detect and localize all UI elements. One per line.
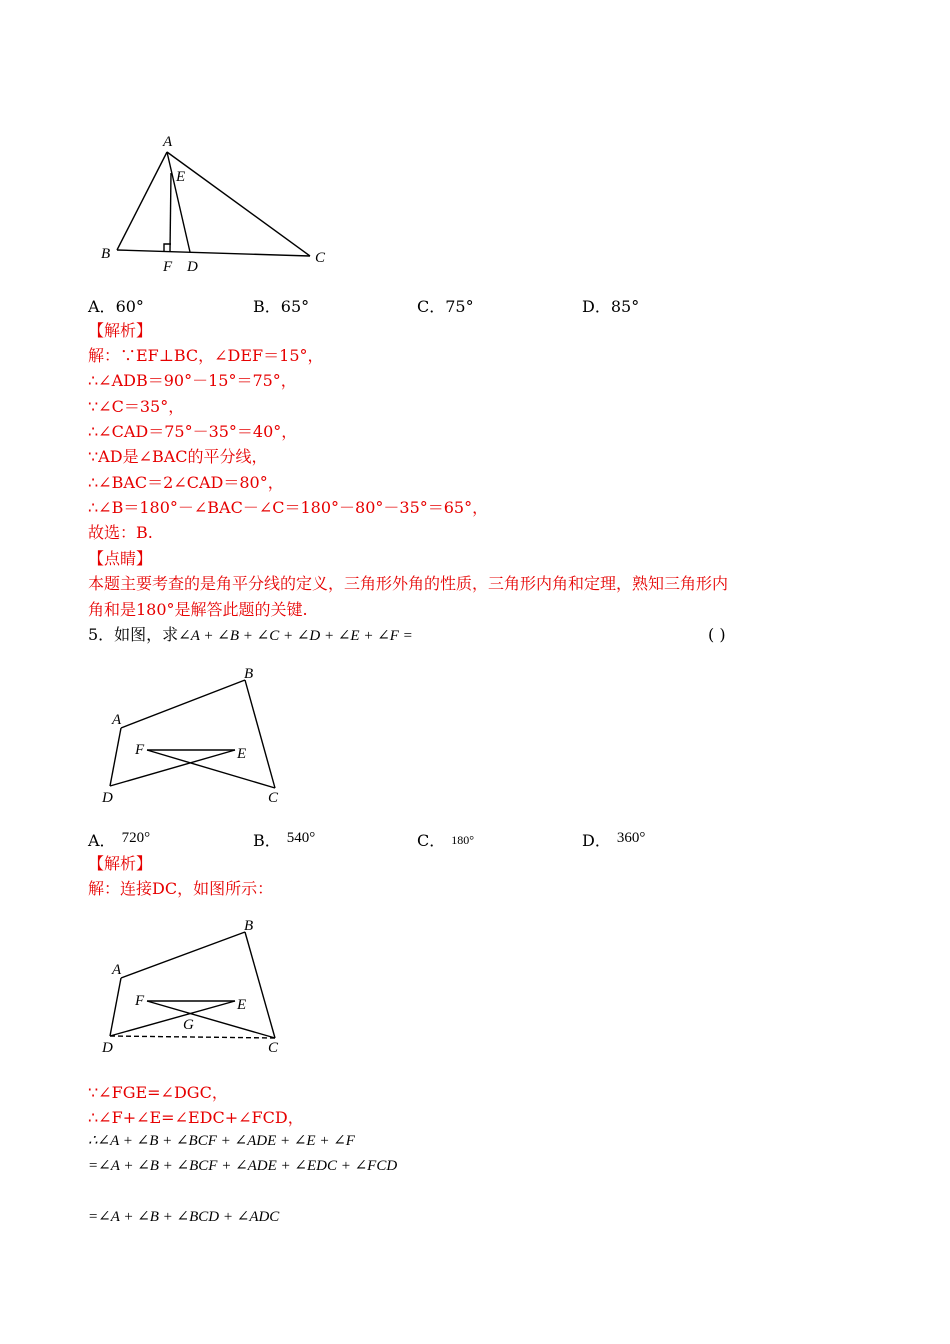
q4-triangle-figure (95, 128, 335, 278)
label-c: C (268, 1040, 279, 1056)
q4-solution-line-7: ∴∠B＝180°－∠BAC－∠C＝180°－80°－35°＝65°， (88, 498, 489, 517)
q5-figure-1 (95, 660, 295, 810)
q4-solution-line-4: ∴∠CAD＝75°－35°＝40°， (88, 422, 298, 441)
q5-intro: 解：连接DC，如图所示： (88, 879, 274, 898)
label-a: A (163, 134, 173, 150)
segment-ab (121, 680, 245, 728)
q4-analysis-header: 【解析】 (88, 321, 153, 340)
label-f: F (135, 742, 145, 758)
label-e: E (237, 997, 247, 1013)
q5-option-b[interactable]: B． 540° (253, 830, 316, 850)
q5-option-d[interactable]: D． 360° (582, 830, 646, 850)
label-c: C (315, 250, 326, 266)
label-b: B (244, 918, 254, 934)
label-f: F (163, 259, 173, 275)
label-c: C (268, 790, 279, 806)
q4-solution-line-6: ∴∠BAC＝2∠CAD＝80°， (88, 473, 284, 492)
label-d: D (102, 790, 113, 806)
q5-analysis-header: 【解析】 (88, 854, 153, 873)
segment-ab (117, 152, 167, 250)
q5-expression: ∠A + ∠B + ∠C + ∠D + ∠E + ∠F = (178, 628, 413, 644)
q5-equation-1: ∴∠A + ∠B + ∠BCF + ∠ADE + ∠E + ∠F (88, 1133, 355, 1149)
q4-option-c[interactable]: C．75° (417, 297, 474, 316)
label-d: D (102, 1040, 113, 1056)
q5-step-2: ∴∠F+∠E=∠EDC+∠FCD， (88, 1108, 304, 1127)
q5-question (88, 624, 413, 647)
q5-option-c[interactable]: C． 180° (417, 831, 475, 850)
label-b: B (244, 666, 254, 682)
segment-bc (245, 932, 275, 1038)
segment-de (110, 750, 235, 786)
segment-fc (147, 1001, 275, 1038)
q4-comment-line-1: 本题主要考查的是角平分线的定义，三角形外角的性质，三角形内角和定理，熟知三角形内 (88, 574, 729, 593)
q4-solution-line-2: ∴∠ADB＝90°－15°＝75°， (88, 371, 297, 390)
segment-bc (117, 250, 310, 256)
q4-option-b[interactable]: B．65° (253, 297, 310, 316)
segment-bc (245, 680, 275, 788)
label-e: E (176, 169, 186, 185)
segment-ad (110, 728, 121, 786)
segment-ad (110, 978, 121, 1036)
label-g: G (183, 1017, 194, 1033)
q5-figure-2 (95, 912, 295, 1062)
q4-option-d[interactable]: D．85° (582, 297, 640, 316)
q4-option-a[interactable]: A．60° (88, 297, 144, 316)
q5-option-a[interactable]: A． 720° (88, 830, 151, 850)
q5-equation-2: =∠A + ∠B + ∠BCF + ∠ADE + ∠EDC + ∠FCD (88, 1158, 398, 1174)
q4-solution-line-1: 解：∵EF⊥BC，∠DEF＝15°， (88, 346, 324, 365)
segment-ef (170, 173, 171, 251)
segment-ab (121, 932, 245, 978)
q4-comment-header: 【点睛】 (88, 549, 153, 568)
label-f: F (135, 993, 145, 1009)
segment-de (110, 1001, 235, 1036)
q4-solution-line-5: ∵AD是∠BAC的平分线， (88, 447, 268, 466)
segment-fc (147, 750, 275, 788)
q5-step-1: ∵∠FGE=∠DGC， (88, 1083, 228, 1102)
label-d: D (187, 259, 198, 275)
label-a: A (112, 712, 122, 728)
q4-comment-line-2: 角和是180°是解答此题的关键. (88, 600, 308, 619)
label-b: B (101, 246, 111, 262)
segment-dc-dashed (110, 1036, 275, 1038)
q4-answer: 故选：B. (88, 523, 153, 542)
q5-number: 5．如图，求 (88, 625, 179, 644)
q4-solution-line-3: ∵∠C＝35°， (88, 397, 185, 416)
label-a: A (112, 962, 122, 978)
label-e: E (237, 746, 247, 762)
q5-equation-3: =∠A + ∠B + ∠BCD + ∠ADC (88, 1209, 280, 1225)
segment-ac (167, 152, 310, 256)
q5-answer-blank[interactable]: ( ) (708, 625, 726, 644)
